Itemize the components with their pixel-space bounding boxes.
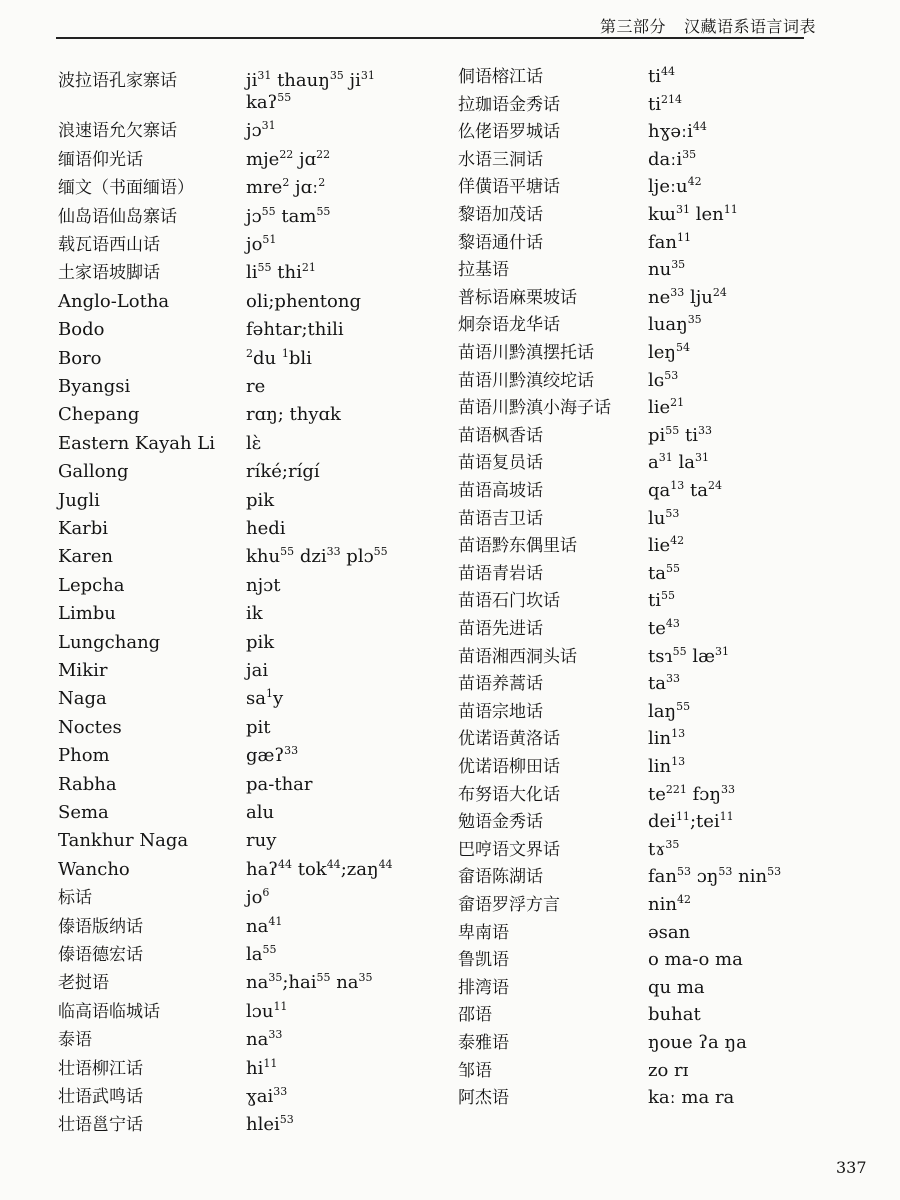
phonetic-form: $ti^{44}$ — [648, 65, 675, 87]
language-name: 壮语柳江话 — [58, 1058, 143, 1079]
language-name: 浪速语允欠寨话 — [58, 121, 177, 142]
tone-superscript: 55 — [672, 644, 687, 658]
language-name: 巴哼语文界话 — [458, 839, 560, 860]
phonetic-form: jai — [246, 660, 269, 681]
phonetic-form: $la^{55}$ — [246, 943, 277, 965]
tone-superscript: 33 — [273, 1085, 288, 1098]
tone-superscript: 55 — [665, 423, 680, 437]
language-name: 苗语川黔滇绞坨话 — [458, 370, 594, 391]
language-name: Eastern Kayah Li — [58, 432, 216, 454]
language-name: Bodo — [58, 319, 105, 341]
phonetic-form: laŋ$^{55}$ — [648, 699, 691, 722]
phonetic-form: ljeːu$^{42}$ — [648, 175, 702, 198]
phonetic-form: kɯ$^{31}$ len$^{11}$ — [648, 203, 738, 225]
phonetic-form: $na^{33}$ — [246, 1028, 283, 1051]
tone-superscript: 53 — [767, 865, 782, 879]
phonetic-form: lɛ̀ — [246, 432, 262, 454]
phonetic-form-continued: kaʔ$^{55}$ — [246, 91, 292, 113]
language-name: Tankhur Naga — [58, 830, 189, 852]
tone-superscript: 44 — [326, 857, 341, 871]
language-name: 苗语宗地话 — [458, 701, 543, 722]
language-name: Boro — [58, 347, 102, 369]
phonetic-form: tɤ$^{35}$ — [648, 837, 680, 860]
phonetic-form: $lu^{53}$ — [648, 506, 680, 529]
tone-superscript: 13 — [670, 479, 685, 492]
phonetic-form: oli;phentong — [246, 290, 361, 312]
phonetic-form: hlei$^{53}$ — [246, 1113, 294, 1136]
language-name: 仫佬语罗城话 — [458, 122, 560, 143]
language-name: 畲语陈湖话 — [458, 867, 543, 888]
phonetic-form: tsɿ$^{55}$ $læ^{31}$ — [648, 644, 730, 667]
language-name: 邵语 — [458, 1005, 492, 1026]
phonetic-form: $li^{55}$ thi$^{21}$ — [246, 261, 316, 284]
language-name: 苗语湘西洞头话 — [458, 646, 577, 667]
phonetic-form: fan$^{11}$ — [648, 230, 691, 253]
phonetic-form: haʔ$^{44}$ tok$^{44}$;zaŋ$^{44}$ — [246, 857, 393, 880]
tone-superscript: 42 — [676, 893, 691, 906]
language-name: 苗语川黔滇小海子话 — [458, 398, 611, 419]
language-name: Gallong — [58, 461, 129, 483]
tone-superscript: 11 — [263, 1056, 278, 1070]
language-name: 苗语先进话 — [458, 619, 543, 639]
phonetic-form: leŋ$^{54}$ — [648, 341, 691, 363]
language-name: Noctes — [58, 716, 122, 738]
language-name: 缅语仰光话 — [58, 149, 143, 170]
tone-superscript: 21 — [301, 261, 316, 275]
language-name: 苗语石门坎话 — [458, 591, 560, 612]
phonetic-form: ɣai$^{33}$ — [246, 1085, 288, 1107]
tone-superscript: 2 — [318, 176, 326, 190]
phonetic-form: daːi$^{35}$ — [648, 147, 697, 170]
tone-superscript: 55 — [280, 545, 295, 559]
language-name: 壮语武鸣话 — [58, 1087, 143, 1107]
tone-superscript: 35 — [671, 258, 686, 272]
language-name: 傣语德宏话 — [58, 945, 143, 965]
tone-superscript: 31 — [257, 69, 272, 82]
tone-superscript: 53 — [665, 506, 680, 520]
phonetic-form: kaː ma ra — [648, 1087, 735, 1109]
language-name: Limbu — [58, 603, 116, 625]
language-name: 临高语临城话 — [58, 1001, 160, 1022]
running-header — [600, 14, 816, 37]
language-name: 拉基语 — [458, 260, 509, 281]
language-name: Sema — [58, 802, 109, 823]
tone-superscript: 55 — [676, 699, 691, 713]
tone-superscript: 35 — [665, 837, 680, 851]
phonetic-form: luaŋ$^{35}$ — [648, 313, 702, 336]
phonetic-form: pik — [246, 631, 275, 653]
language-name: 排湾语 — [458, 977, 509, 998]
language-name: 邹语 — [458, 1060, 492, 1081]
language-name: 黎语加茂话 — [458, 205, 543, 225]
language-name: Jugli — [58, 489, 100, 511]
phonetic-form: hedi — [246, 518, 286, 539]
phonetic-form: $ne^{33}$ lju$^{24}$ — [648, 285, 727, 308]
language-name: 畲语罗浮方言 — [458, 895, 560, 915]
phonetic-form: $na^{35};hai^{55}$ $na^{35}$ — [246, 971, 373, 994]
phonetic-form: hɣəːi$^{44}$ — [648, 120, 707, 143]
phonetic-form: zo rɪ — [648, 1059, 689, 1081]
tone-superscript: 6 — [262, 886, 270, 900]
language-name: 标话 — [58, 888, 92, 909]
language-name: 苗语复员话 — [458, 453, 543, 474]
page-number: 337 — [836, 1158, 867, 1177]
language-name: 苗语青岩话 — [458, 563, 543, 584]
tone-superscript: 1 — [281, 346, 289, 360]
tone-superscript: 221 — [665, 782, 687, 796]
language-name: 缅文（书面缅语） — [58, 178, 194, 199]
phonetic-form: $a^{31}$ $la^{31}$ — [648, 451, 709, 474]
language-name: 壮语邕宁话 — [58, 1115, 143, 1136]
tone-superscript: 42 — [687, 175, 702, 189]
language-name: 阿杰语 — [458, 1088, 509, 1109]
tone-superscript: 53 — [664, 368, 679, 382]
tone-superscript: 44 — [277, 857, 292, 871]
phonetic-form: ríké;rígí — [246, 461, 320, 483]
tone-superscript: 13 — [671, 755, 686, 768]
tone-superscript: 35 — [358, 971, 373, 985]
language-name: 布努语大化话 — [458, 784, 560, 805]
phonetic-form: lie$^{42}$ — [648, 534, 685, 557]
language-name: 泰语 — [58, 1030, 92, 1051]
language-name: 侗语榕江话 — [458, 67, 543, 87]
language-name: 卑南语 — [458, 922, 509, 943]
phonetic-form: $qa^{13}$ $ta^{24}$ — [648, 479, 722, 501]
tone-superscript: 55 — [316, 971, 331, 985]
phonetic-form: gæʔ$^{33}$ — [246, 744, 299, 767]
phonetic-form: nin$^{42}$ — [648, 893, 691, 915]
language-name: Karen — [58, 546, 114, 568]
language-name: 仙岛语仙岛寨话 — [58, 206, 177, 227]
phonetic-form: $te^{221}$ fɔŋ$^{33}$ — [648, 782, 735, 805]
phonetic-form: $na^{41}$ — [246, 914, 283, 937]
language-name: Anglo-Lotha — [58, 290, 170, 312]
language-name: 波拉语孔家寨话 — [58, 71, 177, 91]
phonetic-form: qu ma — [648, 976, 705, 998]
phonetic-form: $jo^{51}$ — [246, 233, 277, 255]
phonetic-form: lie$^{21}$ — [648, 396, 685, 419]
language-name: 炯奈语龙华话 — [458, 315, 560, 336]
language-name: Rabha — [58, 773, 117, 795]
tone-superscript: 33 — [326, 545, 341, 559]
tone-superscript: 13 — [671, 727, 686, 741]
tone-superscript: 2 — [246, 346, 253, 360]
tone-superscript: 41 — [268, 914, 283, 928]
language-name: 优诺语柳田话 — [458, 757, 560, 777]
tone-superscript: 44 — [661, 65, 675, 78]
phonetic-form: dei$^{11}$;tei$^{11}$ — [648, 810, 734, 833]
phonetic-form: $jo^6$ — [246, 886, 270, 909]
language-name: 泰雅语 — [458, 1033, 509, 1053]
tone-superscript: 11 — [677, 230, 691, 244]
phonetic-form: fan$^{53}$ ɔŋ$^{53}$ nin$^{53}$ — [648, 865, 782, 888]
header-section: 第三部分 — [600, 17, 667, 36]
language-name: 苗语黔东偶里话 — [458, 536, 577, 557]
language-name: Byangsi — [58, 376, 131, 397]
tone-superscript: 31 — [360, 69, 375, 82]
tone-superscript: 11 — [273, 999, 288, 1013]
tone-superscript: 51 — [262, 233, 277, 246]
tone-superscript: 35 — [687, 313, 702, 327]
language-name: 水语三洞话 — [458, 149, 543, 170]
language-name: Chepang — [58, 404, 140, 426]
language-name: 苗语吉卫话 — [458, 508, 543, 529]
phonetic-form: mre$^2$ jɑː$^2$ — [246, 176, 326, 199]
phonetic-form: jɔ$^{55}$ tam$^{55}$ — [246, 204, 331, 227]
language-name: 勉语金秀话 — [458, 812, 543, 833]
tone-superscript: 31 — [715, 644, 730, 658]
phonetic-form: $ti^{55}$ — [648, 589, 675, 612]
header-rule — [56, 37, 804, 39]
phonetic-form: fəhtar;thili — [246, 319, 344, 341]
phonetic-form: pa-thar — [246, 773, 313, 795]
header-title: 汉藏语系语言词表 — [684, 17, 817, 36]
language-name: 普标语麻栗坡话 — [458, 287, 577, 308]
phonetic-form: pik — [246, 489, 275, 511]
tone-superscript: 24 — [712, 285, 727, 299]
tone-superscript: 53 — [279, 1113, 294, 1127]
phonetic-form: ik — [246, 603, 263, 625]
phonetic-form: lin$^{13}$ — [648, 755, 686, 777]
language-name: Naga — [58, 688, 107, 710]
tone-superscript: 42 — [670, 534, 685, 548]
language-name: 苗语养蒿话 — [458, 674, 543, 695]
phonetic-form: mje$^{22}$ jɑ$^{22}$ — [246, 147, 331, 170]
language-name: 黎语通什话 — [458, 232, 543, 253]
tone-superscript: 43 — [665, 617, 680, 630]
tone-superscript: 53 — [718, 865, 733, 879]
tone-superscript: 35 — [268, 971, 283, 985]
language-name: 鲁凯语 — [458, 950, 509, 971]
language-name: 优诺语黄洛话 — [458, 729, 560, 750]
language-name: 傣语版纳话 — [58, 916, 143, 937]
phonetic-form: lin$^{13}$ — [648, 727, 686, 750]
phonetic-form: $hi^{11}$ — [246, 1056, 278, 1079]
tone-superscript: 31 — [675, 203, 690, 216]
language-name: Phom — [58, 745, 110, 767]
tone-superscript: 44 — [692, 120, 707, 134]
tone-superscript: 21 — [670, 396, 685, 410]
tone-superscript: 31 — [658, 451, 673, 465]
language-name: 苗语川黔滇摆托话 — [458, 343, 594, 363]
tone-superscript: 55 — [257, 261, 272, 275]
tone-superscript: 2 — [282, 176, 290, 190]
language-name: Lepcha — [58, 574, 125, 596]
phonetic-form: əsan — [648, 921, 691, 943]
tone-superscript: 33 — [665, 672, 680, 686]
tone-superscript: 55 — [316, 204, 331, 218]
phonetic-form: re — [246, 376, 266, 397]
tone-superscript: 44 — [378, 857, 393, 871]
tone-superscript: 33 — [284, 744, 299, 758]
phonetic-form: $ti^{214}$ — [648, 92, 682, 115]
tone-superscript: 33 — [698, 423, 712, 437]
tone-superscript: 35 — [329, 69, 344, 82]
language-name: Wancho — [58, 858, 130, 880]
phonetic-form: $ta^{55}$ — [648, 561, 680, 584]
tone-superscript: 33 — [720, 782, 735, 796]
language-name: 载瓦语西山话 — [58, 235, 160, 255]
phonetic-form: njɔt — [246, 574, 281, 596]
phonetic-form: $pi^{55}$ $ti^{33}$ — [648, 423, 712, 446]
phonetic-form: $ta^{33}$ — [648, 672, 680, 695]
phonetic-form: pit — [246, 716, 271, 738]
language-name: Karbi — [58, 518, 109, 539]
language-name: 拉珈语金秀话 — [458, 94, 560, 115]
phonetic-form: $^2$du $^1$bli — [246, 346, 312, 369]
phonetic-form: alu — [246, 802, 275, 823]
tone-superscript: 11 — [723, 203, 738, 216]
phonetic-form: $sa^1y$ — [246, 687, 284, 710]
phonetic-form: lɔu$^{11}$ — [246, 999, 288, 1022]
tone-superscript: 22 — [279, 147, 294, 161]
phonetic-form: ŋoue ʔa ŋa — [648, 1032, 747, 1053]
tone-superscript: 33 — [670, 285, 685, 299]
phonetic-form: $ji^{31}$ thauŋ$^{35}$ $ji^{31}$ kaʔ$^{55}$ — [246, 69, 375, 113]
tone-superscript: 55 — [661, 589, 675, 603]
language-name: Mikir — [58, 660, 108, 681]
phonetic-form: lɢ$^{53}$ — [648, 368, 679, 391]
tone-superscript: 55 — [665, 561, 680, 575]
tone-superscript: 55 — [277, 91, 292, 104]
tone-superscript: 1 — [265, 687, 273, 701]
tone-superscript: 31 — [261, 119, 276, 133]
tone-superscript: 35 — [682, 147, 697, 161]
language-name: 佯僙语平塘话 — [458, 177, 560, 198]
tone-superscript: 11 — [719, 810, 734, 824]
tone-superscript: 214 — [661, 92, 682, 106]
phonetic-form: $nu^{35}$ — [648, 258, 686, 281]
phonetic-form: khu$^{55}$ dzi$^{33}$ plɔ$^{55}$ — [246, 545, 388, 568]
tone-superscript: 55 — [261, 204, 276, 218]
language-name: 土家语坡脚话 — [58, 263, 160, 284]
language-name: 苗语高坡话 — [458, 481, 543, 501]
tone-superscript: 11 — [675, 810, 690, 824]
tone-superscript: 53 — [677, 865, 691, 879]
tone-superscript: 31 — [694, 451, 709, 465]
phonetic-form: $te^{43}$ — [648, 617, 680, 639]
phonetic-form: jɔ$^{31}$ — [246, 119, 276, 142]
tone-superscript: 55 — [262, 943, 277, 956]
tone-superscript: 54 — [676, 341, 691, 354]
language-name: 苗语枫香话 — [458, 425, 543, 446]
language-name: Lungchang — [58, 631, 161, 653]
tone-superscript: 24 — [707, 479, 722, 492]
phonetic-form: ruy — [246, 830, 277, 852]
phonetic-form: o ma-o ma — [648, 949, 743, 971]
phonetic-form: buhat — [648, 1004, 701, 1026]
tone-superscript: 22 — [316, 147, 331, 161]
tone-superscript: 55 — [373, 545, 388, 559]
phonetic-form: rɑŋ; thyɑk — [246, 404, 341, 426]
language-name: 老挝语 — [58, 973, 109, 994]
tone-superscript: 33 — [268, 1028, 283, 1042]
